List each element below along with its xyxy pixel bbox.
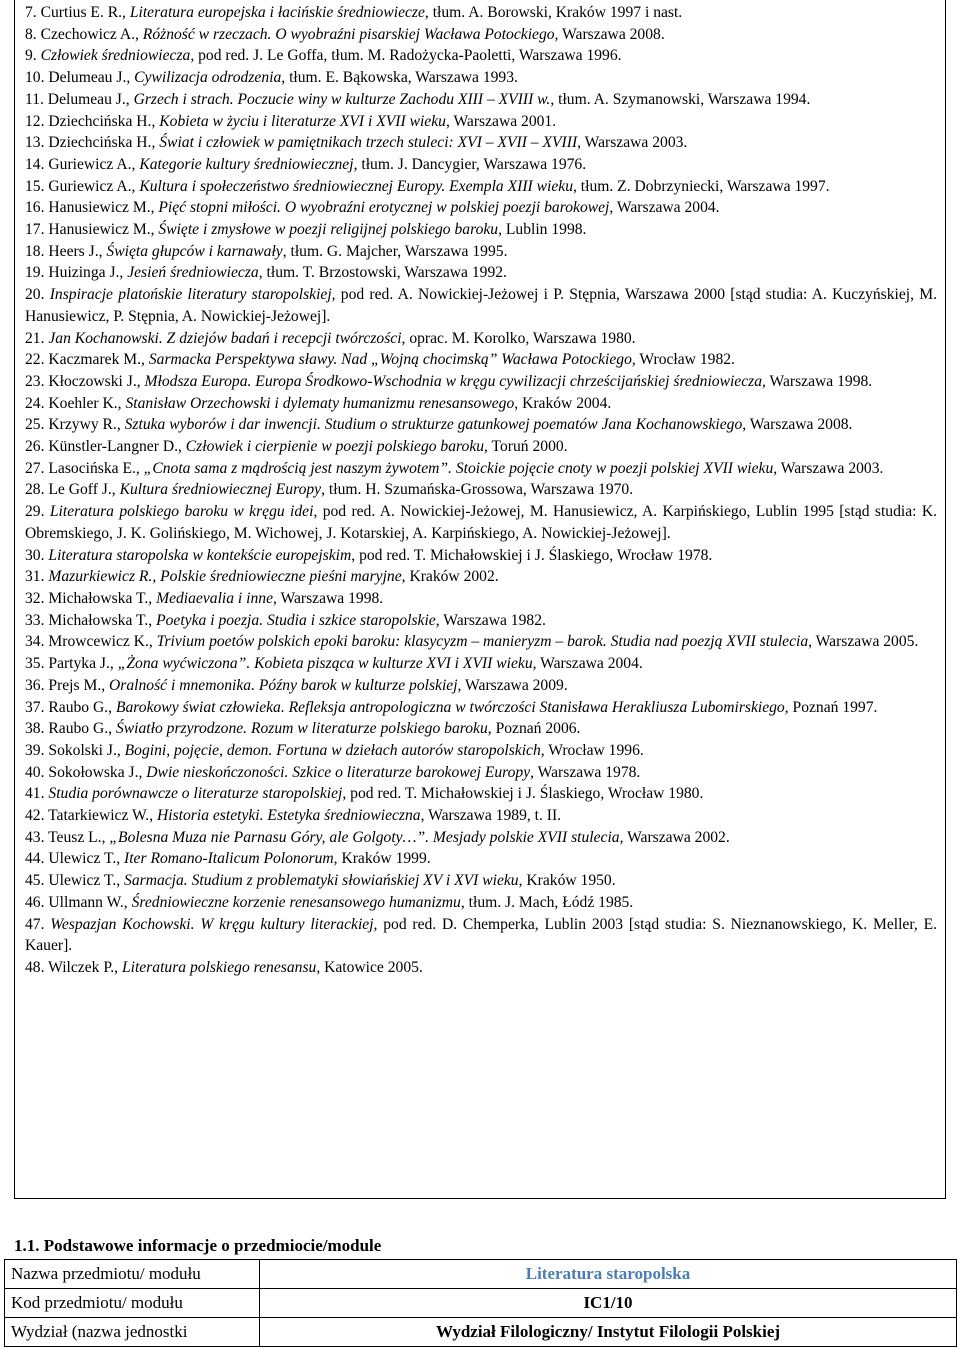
entry-title: Młodsza Europa. Europa Środkowo-Wschodnia w kręgu cywilizacji chrześcijańskiej średniowiecza (144, 372, 763, 390)
course-name-value: Literatura staropolska (260, 1260, 957, 1289)
list-item (25, 197, 937, 219)
faculty-value: Wydział Filologiczny/ Instytut Filologii Polskiej (260, 1318, 957, 1347)
list-item (25, 653, 937, 675)
entry-title: Święta głupców i karnawały (106, 242, 283, 260)
list-item (25, 892, 937, 914)
entry-text: , Warszawa 2002. (619, 828, 730, 846)
entry-title: Sarmacja. Studium z problematyki słowiańskiej XV i XVI wieku (124, 872, 519, 890)
entry-text: , pod red. T. Michałowskiej i J. Ślaskiego, Wrocław 1980. (342, 785, 704, 803)
list-item (25, 176, 937, 198)
entry-title: Jan Kochanowski. Z dziejów badań i recepcji twórczości (48, 329, 402, 347)
entry-text: 17. Hanusiewicz M., (25, 221, 159, 239)
entry-text: , tłum. H. Szumańska-Grossowa, Warszawa 1970. (321, 481, 634, 499)
entry-text: 48. Wilczek P., (25, 958, 122, 976)
list-item (25, 848, 937, 870)
entry-text: , Warszawa 2005. (808, 633, 919, 651)
entry-text: 42. Tatarkiewicz W., (25, 807, 157, 825)
entry-text: 7. Curtius E. R., (25, 4, 130, 21)
entry-text: , tłum. G. Majcher, Warszawa 1995. (282, 242, 508, 260)
entry-text: 18. Heers J., (25, 242, 107, 260)
entry-text: 26. Künstler-Langner D., (25, 438, 186, 456)
entry-text: 21. (25, 329, 49, 347)
entry-text: 15. Guriewicz A., (25, 177, 140, 195)
list-item (25, 870, 937, 892)
entry-text: 44. Ulewicz T., (25, 850, 125, 868)
entry-text: 27. Lasocińska E., (25, 459, 144, 477)
entry-text: , Warszawa 1978. (530, 763, 641, 781)
entry-title: Inspiracje platońskie literatury staropolskiej (49, 286, 332, 304)
entry-text: , tłum. J. Dancygier, Warszawa 1976. (353, 155, 587, 173)
bibliography-list (25, 2, 937, 979)
entry-text: 8. Czechowicz A., (25, 25, 143, 43)
entry-text: 16. Hanusiewicz M., (25, 199, 159, 217)
entry-title: Literatura staropolska w kontekście europejskim (48, 546, 352, 564)
list-item (25, 588, 937, 610)
entry-text: , Warszawa 2004. (532, 655, 643, 673)
entry-text: , Warszawa 1998. (762, 372, 873, 390)
list-item (25, 393, 937, 415)
entry-text: , Warszawa 2004. (609, 199, 720, 217)
list-item (25, 111, 937, 133)
entry-text: , tłum. T. Brzostowski, Warszawa 1992. (258, 264, 507, 282)
entry-text: 22. Kaczmarek M., (25, 351, 149, 369)
entry-text: 12. Dziechcińska H., (25, 112, 160, 130)
entry-text: , Toruń 2000. (484, 438, 568, 456)
entry-title: Literatura polskiego baroku w kręgu idei (49, 503, 314, 521)
entry-text: , Kraków 1950. (518, 872, 616, 890)
list-item (25, 675, 937, 697)
list-item (25, 284, 937, 327)
entry-title: Średniowieczne korzenie renesansowego humanizmu (131, 893, 461, 911)
entry-title: Oralność i mnemonika. Późny barok w kulturze polskiej (109, 676, 458, 694)
entry-title: Poetyka i poezja. Studia i szkice staropolskie (156, 611, 436, 629)
entry-text: 40. Sokołowska J., (25, 763, 147, 781)
list-item (25, 566, 937, 588)
list-item (25, 805, 937, 827)
list-item (25, 610, 937, 632)
entry-text: , oprac. M. Korolko, Warszawa 1980. (401, 329, 636, 347)
entry-title: Mazurkiewicz R., Polskie średniowieczne pieśni maryjne (48, 568, 402, 586)
entry-text: , tłum. A. Szymanowski, Warszawa 1994. (550, 90, 811, 108)
entry-title: Historia estetyki. Estetyka średniowieczna (157, 807, 421, 825)
entry-title: Iter Romano-Italicum Polonorum (124, 850, 334, 868)
entry-text: , tłum. A. Borowski, Kraków 1997 i nast. (424, 4, 683, 21)
entry-text: , pod red. D. Chemperka, Lublin 2003 [stąd studia: S. Nieznanowskiego, K. Meller, E. Kauer]. (25, 915, 938, 955)
entry-title: Kultura i społeczeństwo średniowiecznej Europy. Exempla XIII wieku (139, 177, 573, 195)
entry-text: 19. Huizinga J., (25, 264, 128, 282)
section-heading: 1.1. Podstawowe informacje o przedmiocie/module (14, 1236, 382, 1255)
entry-text: , Warszawa 2008. (554, 25, 665, 43)
entry-title: Dwie nieskończoności. Szkice o literaturze barokowej Europy (146, 763, 531, 781)
list-item (25, 479, 937, 501)
entry-title: Barokowy świat człowieka. Refleksja antropologiczna w twórczości Stanisława Herakliusza Lubomirskiego (115, 698, 785, 716)
entry-title: Światło przyrodzone. Rozum w literaturze polskiego baroku (115, 720, 488, 738)
entry-title: Człowiek średniowiecza (40, 47, 191, 65)
entry-text: 35. Partyka J., (25, 655, 118, 673)
entry-text: , Warszawa 2003. (577, 134, 688, 152)
table-row-faculty (5, 1318, 957, 1347)
entry-text: 28. Le Goff J., (25, 481, 120, 499)
entry-text: , pod red. A. Nowickiej-Jeżowej i P. Stępnia, Warszawa 2000 [stąd studia: A. Kuczyńskiej, M. Hanusiewicz, P. Stępnia, A. Nowickiej-Jeżowej]. (25, 286, 937, 325)
entry-text: , tłum. J. Mach, Łódź 1985. (460, 893, 634, 911)
list-item (25, 414, 937, 436)
entry-title: Człowiek i cierpienie w poezji polskiego baroku (185, 438, 485, 456)
entry-title: Świat i człowiek w pamiętnikach trzech stuleci: XVI – XVII – XVIII (159, 134, 578, 152)
entry-text: , Kraków 2002. (401, 568, 499, 586)
entry-text: 34. Mrowcewicz K., (25, 633, 157, 651)
bibliography-box (14, 0, 946, 1199)
course-info-table (4, 1259, 957, 1347)
entry-text: , Warszawa 1982. (435, 611, 546, 629)
list-item (25, 67, 937, 89)
entry-title: Kultura średniowiecznej Europy (119, 481, 322, 499)
entry-text: , Kraków 2004. (514, 394, 612, 412)
list-item (25, 458, 937, 480)
list-item (25, 262, 937, 284)
list-item (25, 631, 937, 653)
course-name-label: Nazwa przedmiotu/ modułu (5, 1260, 260, 1289)
entry-title: Stanisław Orzechowski i dylematy humanizmu renesansowego (125, 394, 515, 412)
entry-text: , Poznań 1997. (784, 698, 878, 716)
list-item (25, 697, 937, 719)
entry-title: Literatura europejska i łacińskie średniowiecze (129, 4, 425, 21)
entry-text: , Warszawa 2001. (445, 112, 557, 130)
entry-title: „Żona wyćwiczona”. Kobieta pisząca w kulturze XVI i XVII wieku (117, 655, 533, 673)
table-row-course-name (5, 1260, 957, 1289)
list-item (25, 219, 937, 241)
entry-text: 13. Dziechcińska H., (25, 134, 160, 152)
entry-text: 36. Prejs M., (25, 676, 110, 694)
list-item (25, 501, 937, 544)
entry-text: 38. Raubo G., (25, 720, 116, 738)
list-item (25, 24, 937, 46)
entry-text: 45. Ulewicz T., (25, 872, 125, 890)
entry-title: „Bolesna Muza nie Parnasu Góry, ale Golgoty…”. Mesjady polskie XVII stulecia (109, 828, 620, 846)
entry-text: , pod red. T. Michałowskiej i J. Ślaskiego, Wrocław 1978. (351, 546, 713, 564)
entry-text: , Poznań 2006. (487, 720, 581, 738)
entry-title: Kategorie kultury średniowiecznej (139, 155, 354, 173)
entry-text: 31. (25, 568, 49, 586)
entry-text: 25. Krzywy R., (25, 416, 125, 434)
entry-text: 32. Michałowska T., (25, 589, 157, 607)
entry-text: , Katowice 2005. (316, 958, 423, 976)
entry-text: , tłum. E. Bąkowska, Warszawa 1993. (281, 69, 518, 87)
entry-title: Trivium poetów polskich epoki baroku: klasycyzm – manieryzm – barok. Studia nad poezją XVII stulecia (156, 633, 809, 651)
list-item (25, 241, 937, 263)
entry-text: 24. Koehler K., (25, 394, 126, 412)
entry-text: 46. Ullmann W., (25, 893, 132, 911)
list-item (25, 89, 937, 111)
entry-title: Mediaevalia i inne (156, 589, 274, 607)
entry-title: Literatura polskiego renesansu (121, 958, 317, 976)
list-item (25, 740, 937, 762)
entry-title: „Cnota sama z mądrością jest naszym żywotem”. Stoickie pojęcie cnoty w poezji polskiej XVII wieku (143, 459, 774, 477)
entry-text: 20. (25, 286, 50, 304)
entry-title: Święte i zmysłowe w poezji religijnej polskiego baroku (158, 221, 499, 239)
entry-title: Sarmacka Perspektywa sławy. Nad „Wojną chocimską” Wacława Potockiego, (148, 351, 636, 369)
entry-text: , Warszawa 2003. (773, 459, 884, 477)
entry-text: Wrocław 1982. (635, 351, 735, 369)
entry-title: Studia porównawcze o literaturze staropolskiej (48, 785, 343, 803)
list-item (25, 827, 937, 849)
entry-text: 14. Guriewicz A., (25, 155, 140, 173)
list-item (25, 436, 937, 458)
entry-text: 9. (25, 47, 41, 65)
list-item (25, 45, 937, 67)
entry-text: , Warszawa 2009. (457, 676, 568, 694)
list-item (25, 2, 937, 24)
list-item (25, 957, 937, 979)
entry-text: 39. Sokolski J., (25, 741, 125, 759)
list-item (25, 783, 937, 805)
list-item (25, 371, 937, 393)
entry-text: , pod red. A. Nowickiej-Jeżowej, M. Hanusiewicz, A. Karpińskiego, Lublin 1995 [stąd studia: K. Obremskiego, J. K. Golińskiego, M. Wichowej, J. Kotarskiej, A. Karpińskiego, A. Nowickiej-Jeżowej]. (25, 503, 938, 542)
entry-text: , Warszawa 2008. (742, 416, 853, 434)
entry-text: 29. (25, 503, 50, 521)
list-item (25, 718, 937, 740)
entry-text: 37. Raubo G., (25, 698, 116, 716)
entry-text: , Kraków 1999. (333, 850, 431, 868)
list-item (25, 154, 937, 176)
entry-title: Cywilizacja odrodzenia (134, 69, 282, 87)
entry-text: , pod red. J. Le Goffa, tłum. M. Radożycka-Paoletti, Warszawa 1996. (190, 47, 622, 65)
entry-title: Pięć stopni miłości. O wyobraźni erotycznej w polskiej poezji barokowej (158, 199, 610, 217)
list-item (25, 349, 937, 371)
entry-text: , tłum. Z. Dobrzyniecki, Warszawa 1997. (573, 177, 830, 195)
entry-title: Różność w rzeczach. O wyobraźni pisarskiej Wacława Potockiego (142, 25, 555, 43)
course-code-value: IC1/10 (260, 1289, 957, 1318)
entry-text: 11. Delumeau J., (25, 90, 134, 108)
table-row-course-code (5, 1289, 957, 1318)
entry-title: Bogini, pojęcie, demon. Fortuna w dziełach autorów staropolskich (124, 741, 541, 759)
entry-title: Sztuka wyborów i dar inwencji. Studium o strukturze gatunkowej poematów Jana Kochanowskiego (124, 416, 743, 434)
list-item (25, 545, 937, 567)
list-item (25, 762, 937, 784)
list-item (25, 914, 937, 957)
entry-title: Jesień średniowiecza (127, 264, 259, 282)
entry-text: 30. (25, 546, 49, 564)
entry-text: 33. Michałowska T., (25, 611, 157, 629)
entry-text: , Lublin 1998. (498, 221, 587, 239)
entry-title: Grzech i strach. Poczucie winy w kulturze Zachodu XIII – XVIII w. (133, 90, 551, 108)
entry-text: 23. Kłoczowski J., (25, 372, 145, 390)
entry-title: Wespazjan Kochowski. W kręgu kultury literackiej (50, 915, 374, 933)
entry-text: , Warszawa 1989, t. II. (420, 807, 562, 825)
entry-text: 41. (25, 785, 49, 803)
list-item (25, 328, 937, 350)
entry-text: 47. (25, 915, 51, 933)
entry-title: Kobieta w życiu i literaturze XVI i XVII wieku (159, 112, 446, 130)
entry-text: , Wrocław 1996. (540, 741, 644, 759)
entry-text: 10. Delumeau J., (25, 69, 135, 87)
entry-text: 43. Teusz L., (25, 828, 110, 846)
list-item (25, 132, 937, 154)
faculty-label: Wydział (nazwa jednostki (5, 1318, 260, 1347)
course-code-label: Kod przedmiotu/ modułu (5, 1289, 260, 1318)
entry-text: , Warszawa 1998. (273, 589, 384, 607)
